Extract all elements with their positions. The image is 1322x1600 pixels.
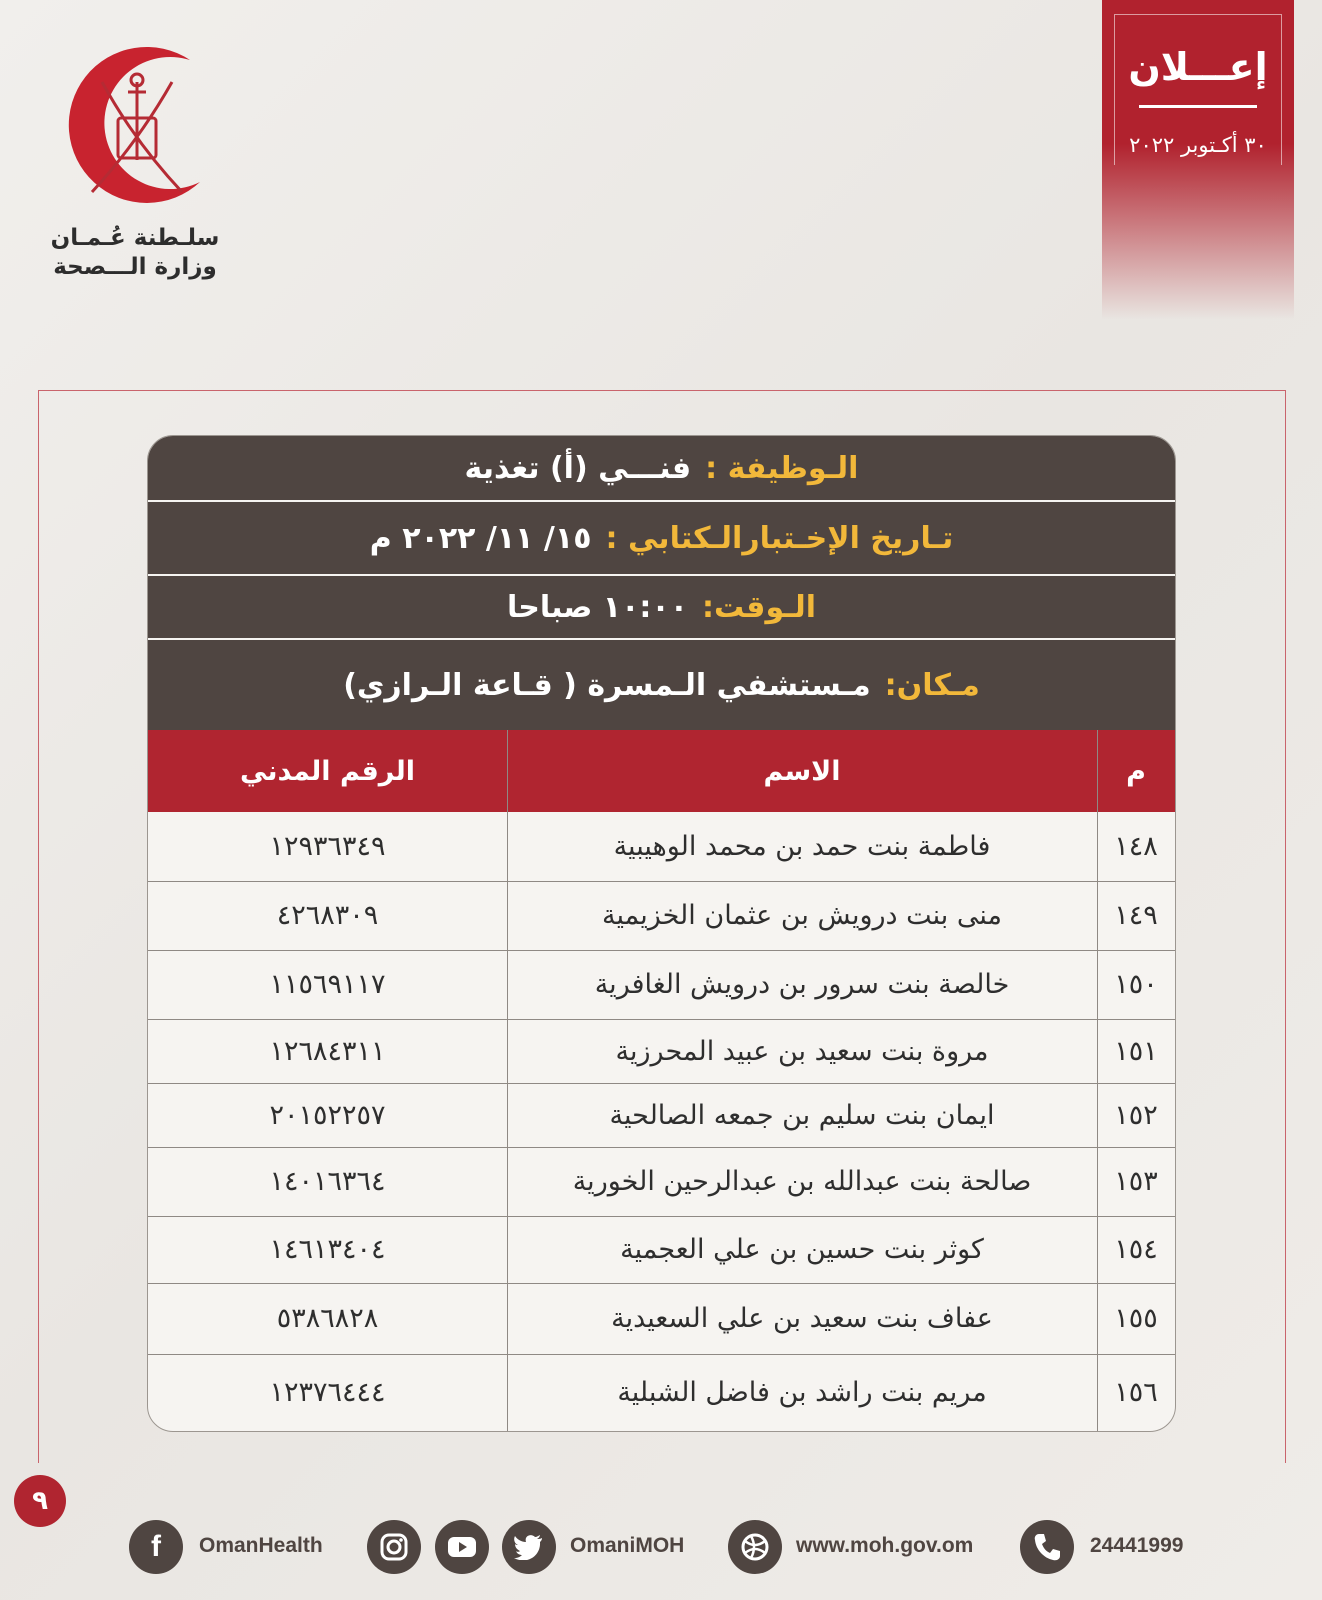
job-label: الـوظيفة : — [705, 450, 859, 486]
name-cell: منى بنت درويش بن عثمان الخزيمية — [601, 900, 1003, 931]
header-name: الاسم — [763, 755, 841, 787]
exam-date-value: ١٥/ ١١/ ٢٠٢٢ م — [369, 520, 592, 556]
exam-date-row — [148, 502, 1175, 574]
row-number-cell: ١٥٤ — [1114, 1234, 1158, 1265]
name-cell: كوثر بنت حسين بن علي العجمية — [620, 1234, 984, 1265]
civil-number-cell: ١٤٦١٣٤٠٤ — [269, 1234, 386, 1265]
globe-icon[interactable] — [728, 1520, 782, 1574]
civil-number-cell: ٢٠١٥٢٢٥٧ — [269, 1099, 386, 1131]
civil-number-cell: ١١٥٦٩١١٧ — [269, 969, 386, 1000]
name-cell: خالصة بنت سرور بن درويش الغافرية — [594, 969, 1010, 1000]
facebook-handle[interactable]: OmanHealth — [199, 1534, 323, 1557]
civil-number-cell: ٥٣٨٦٨٢٨ — [276, 1303, 379, 1334]
instagram-icon[interactable] — [367, 1520, 421, 1574]
place-label: مـكان: — [884, 667, 980, 703]
table-header — [148, 730, 1175, 812]
row-number-cell: ١٤٩ — [1114, 900, 1158, 931]
civil-number-cell: ٤٢٦٨٣٠٩ — [276, 900, 379, 931]
announcement-date: ٣٠ أكـتوبر ٢٠٢٢ — [1129, 133, 1267, 157]
job-value: فنـــي (أ) تغذية — [464, 450, 692, 486]
exam-table-card — [147, 435, 1176, 1432]
youtube-icon[interactable] — [435, 1520, 489, 1574]
twitter-icon[interactable] — [502, 1520, 556, 1574]
row-number-cell: ١٥٣ — [1114, 1166, 1158, 1197]
place-value: مـستشفي الـمسرة ( قـاعة الـرازي) — [343, 667, 871, 703]
time-value: ١٠:٠٠ صباحا — [506, 589, 689, 625]
time-row — [148, 576, 1175, 638]
civil-number-cell: ١٤٠١٦٣٦٤ — [269, 1166, 386, 1197]
announcement-ribbon — [1102, 0, 1294, 320]
name-cell: فاطمة بنت حمد بن محمد الوهيبية — [613, 831, 991, 862]
name-cell: مروة بنت سعيد بن عبيد المحرزية — [615, 1035, 989, 1067]
column-divider — [1097, 730, 1098, 1431]
row-divider — [148, 1019, 1175, 1020]
logo-line-ministry: وزارة الـــصحة — [53, 254, 217, 280]
name-cell: ايمان بنت سليم بن جمعه الصالحية — [609, 1099, 995, 1131]
column-divider — [507, 730, 508, 1431]
header-number: م — [1126, 755, 1146, 787]
row-number-cell: ١٥٦ — [1114, 1377, 1158, 1408]
facebook-icon[interactable]: f — [129, 1520, 183, 1574]
row-divider — [148, 950, 1175, 951]
name-cell: عفاف بنت سعيد بن علي السعيدية — [611, 1303, 993, 1334]
page-number: ٩ — [14, 1475, 66, 1527]
row-divider — [148, 1354, 1175, 1355]
phone-icon[interactable] — [1020, 1520, 1074, 1574]
civil-number-cell: ١٢٩٣٦٣٤٩ — [269, 831, 386, 862]
name-cell: مريم بنت راشد بن فاضل الشبلية — [617, 1377, 987, 1408]
civil-number-cell: ١٢٦٨٤٣١١ — [269, 1035, 386, 1067]
row-number-cell: ١٥١ — [1114, 1035, 1158, 1067]
ministry-logo — [40, 42, 230, 292]
row-number-cell: ١٥٢ — [1114, 1099, 1158, 1131]
footer — [0, 1520, 1322, 1580]
civil-number-cell: ١٢٣٧٦٤٤٤ — [269, 1377, 386, 1408]
logo-line-sultanate: سلـطنة عُـمـان — [50, 225, 220, 251]
row-number-cell: ١٥٠ — [1114, 969, 1158, 1000]
row-divider — [148, 1216, 1175, 1217]
oman-emblem-icon — [40, 42, 230, 222]
ribbon-frame — [1114, 14, 1282, 165]
row-divider — [148, 1283, 1175, 1284]
name-cell: صالحة بنت عبدالله بن عبدالرحين الخورية — [572, 1166, 1032, 1197]
social-handle[interactable]: OmaniMOH — [570, 1534, 685, 1557]
announcement-title: إعـــلان — [1128, 45, 1268, 89]
row-divider — [148, 1083, 1175, 1084]
row-number-cell: ١٥٥ — [1114, 1303, 1158, 1334]
phone-number[interactable]: 24441999 — [1090, 1534, 1184, 1557]
header-civil-number: الرقم المدني — [240, 755, 415, 787]
row-divider — [148, 881, 1175, 882]
place-row — [148, 640, 1175, 730]
ribbon-divider — [1139, 105, 1257, 108]
exam-date-label: تـاريخ الإخـتبارالـكتابي : — [605, 520, 954, 556]
job-row — [148, 436, 1175, 500]
website-link[interactable]: www.moh.gov.om — [796, 1534, 974, 1557]
time-label: الـوقت: — [702, 589, 817, 625]
row-number-cell: ١٤٨ — [1114, 831, 1158, 862]
row-divider — [148, 1147, 1175, 1148]
